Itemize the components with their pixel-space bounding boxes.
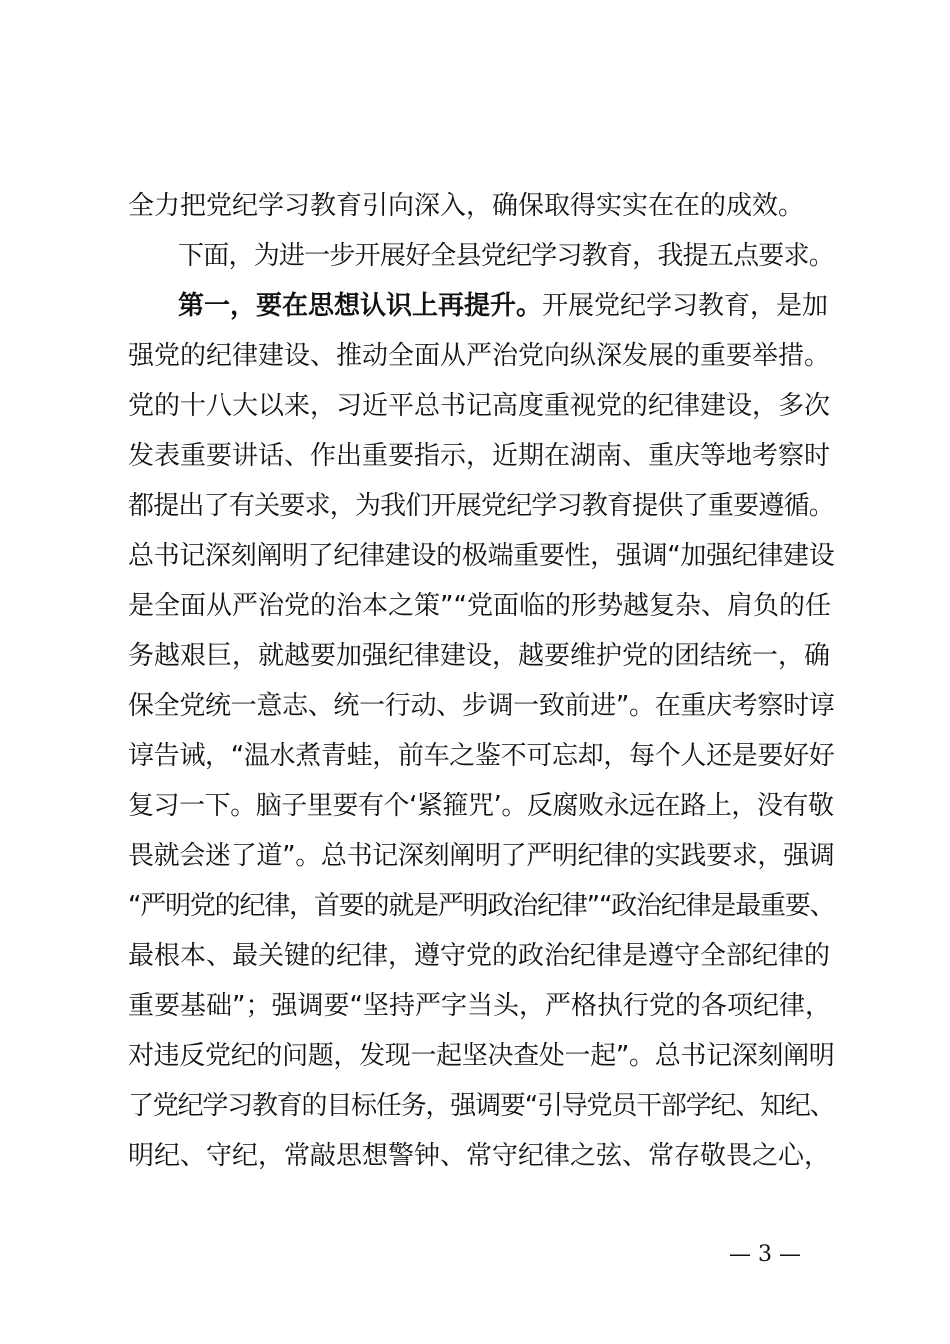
text-line: 强党的纪律建设、推动全面从严治党向纵深发展的重要举措。 (128, 341, 831, 371)
text-line: 总书记深刻阐明了纪律建设的极端重要性，强调“加强纪律建设 (128, 541, 835, 571)
page-number: — 3 — (729, 1242, 801, 1267)
text-line: 重要基础”；强调要“坚持严字当头，严格执行党的各项纪律， (128, 991, 831, 1021)
text-line: 畏就会迷了道”。总书记深刻阐明了严明纪律的实践要求，强调 (128, 841, 835, 871)
first-point-text: 开展党纪学习教育，是加 (542, 291, 829, 321)
text-line: 党的十八大以来，习近平总书记高度重视党的纪律建设，多次 (128, 391, 831, 421)
text-line: 发表重要讲话、作出重要指示，近期在湖南、重庆等地考察时 (128, 441, 831, 471)
text-line: 复习一下。脑子里要有个‘紧箍咒’。反腐败永远在路上，没有敬 (128, 791, 834, 821)
first-point-paragraph (178, 286, 834, 326)
text-line: 谆告诫，“温水煮青蛙，前车之鉴不可忘却，每个人还是要好好 (128, 741, 835, 771)
text-line: 下面，为进一步开展好全县党纪学习教育，我提五点要求。 (178, 241, 835, 271)
text-line: 全力把党纪学习教育引向深入，确保取得实实在在的成效。 (128, 191, 805, 221)
text-line: 都提出了有关要求，为我们开展党纪学习教育提供了重要遵循。 (128, 491, 835, 521)
text-line: 明纪、守纪，常敲思想警钟、常守纪律之弦、常存敬畏之心， (128, 1141, 831, 1171)
text-line: 最根本、最关键的纪律，遵守党的政治纪律是遵守全部纪律的 (128, 941, 831, 971)
first-point-heading: 第一，要在思想认识上再提升。 (178, 291, 543, 321)
text-line: “严明党的纪律，首要的就是严明政治纪律”“政治纪律是最重要、 (128, 891, 835, 921)
text-line: 对违反党纪的问题，发现一起坚决查处一起”。总书记深刻阐明 (128, 1041, 835, 1071)
text-line: 是全面从严治党的治本之策”“党面临的形势越复杂、肩负的任 (128, 591, 831, 621)
text-line: 务越艰巨，就越要加强纪律建设，越要维护党的团结统一，确 (128, 641, 831, 671)
text-line: 保全党统一意志、统一行动、步调一致前进”。在重庆考察时谆 (128, 691, 835, 721)
text-line: 了党纪学习教育的目标任务，强调要“引导党员干部学纪、知纪、 (128, 1091, 835, 1121)
